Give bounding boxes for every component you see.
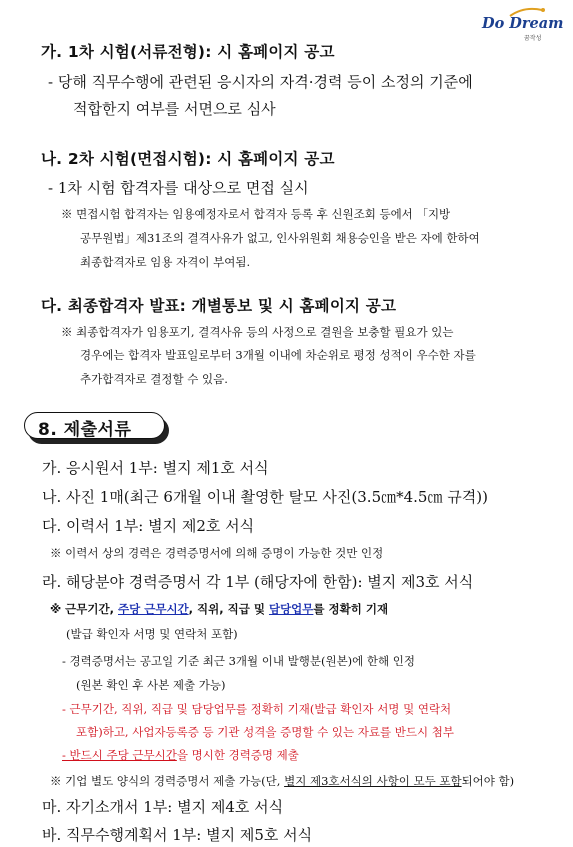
underlined-text: 별지 제3호서식의 사항이 모두 포함 [284, 774, 462, 788]
note-line: ※ 면접시험 합격자는 임용예정자로서 합격자 등록 후 신원조회 등에서 「지방 [61, 207, 451, 221]
heading-final-announcement: 다. 최종합격자 발표: 개별통보 및 시 홈페이지 공고 [41, 297, 397, 315]
note-text: , 직위, 직급 및 [188, 602, 269, 616]
doc-sub-item-red: 포함)하고, 사업자등록증 등 기관 성격을 증명할 수 있는 자료를 반드시 첨부 [76, 725, 454, 739]
text-line: 적합한지 여부를 서면으로 심사 [73, 100, 276, 118]
text-line: - 1차 시험 합격자를 대상으로 면접 실시 [48, 179, 309, 197]
doc-item-application: 가. 응시원서 1부: 별지 제1호 서식 [42, 459, 269, 477]
note-line: 추가합격자로 결정할 수 있음. [80, 372, 228, 386]
doc-sub-item: (원본 확인 후 사본 제출 가능) [76, 678, 226, 692]
do-dream-logo [480, 6, 564, 40]
doc-note-company-form [50, 773, 514, 789]
heading-interview: 나. 2차 시험(면접시험): 시 홈페이지 공고 [41, 150, 335, 168]
doc-item-photo: 나. 사진 1매(최근 6개월 이내 촬영한 탈모 사진(3.5㎝*4.5㎝ 규격)) [42, 488, 488, 506]
logo-text: Do Dream [482, 15, 564, 32]
note-line: 경우에는 합격자 발표일로부터 3개월 이내에 차순위로 평정 성적이 우수한 자를 [80, 348, 476, 362]
doc-item-self-introduction: 마. 자기소개서 1부: 별지 제4호 서식 [42, 798, 284, 816]
doc-note-resume: ※ 이력서 상의 경력은 경력증명서에 의해 증명이 가능한 것만 인정 [50, 546, 384, 560]
doc-sub-item: - 경력증명서는 공고일 기준 최근 3개월 이내 발행분(원본)에 한해 인정 [62, 654, 416, 668]
doc-sub-item-red: - 근무기간, 직위, 직급 및 담당업무를 정확히 기재(발급 확인자 서명 및 연락처 [62, 702, 452, 716]
text: 을 명시한 경력증명 제출 [176, 748, 299, 762]
note-text: ※ 근무기간, [50, 602, 118, 616]
text-line: - 당해 직무수행에 관련된 응시자의 자격·경력 등이 소정의 기준에 [48, 73, 473, 91]
section-8-header [24, 412, 169, 442]
doc-item-resume: 다. 이력서 1부: 별지 제2호 서식 [42, 517, 255, 535]
note-text: ※ 기업 별도 양식의 경력증명서 제출 가능(단, [50, 774, 285, 788]
note-emphasis: 담당업무 [268, 602, 314, 616]
note-emphasis: 주당 근무시간 [118, 602, 189, 616]
underlined-text: - 반드시 주당 근무시간 [62, 748, 177, 762]
doc-item-job-plan: 바. 직무수행계획서 1부: 별지 제5호 서식 [42, 826, 313, 844]
note-line: ※ 최종합격자가 임용포기, 결격사유 등의 사정으로 결원을 보충할 필요가 있는 [61, 325, 454, 339]
doc-note-career-requirements [50, 601, 388, 617]
logo-subtext: 꿈작성 [524, 35, 542, 42]
doc-item-career-certificate: 라. 해당분야 경력증명서 각 1부 (해당자에 한함): 별지 제3호 서식 [42, 573, 474, 591]
note-text: 를 정확히 기재 [313, 602, 389, 616]
doc-sub-item-red [62, 747, 299, 763]
note-line: 최종합격자로 임용 자격이 부여됨. [80, 255, 251, 269]
heading-document-screening: 가. 1차 시험(서류전형): 시 홈페이지 공고 [41, 43, 335, 61]
note-text: 되어야 함) [461, 774, 515, 788]
doc-sub-note: (발급 확인자 서명 및 연락처 포함) [66, 627, 238, 641]
note-line: 공무원법」제31조의 결격사유가 없고, 인사위원회 채용승인을 받은 자에 한하여 [80, 231, 480, 245]
section-8-title: 8. 제출서류 [38, 420, 132, 440]
